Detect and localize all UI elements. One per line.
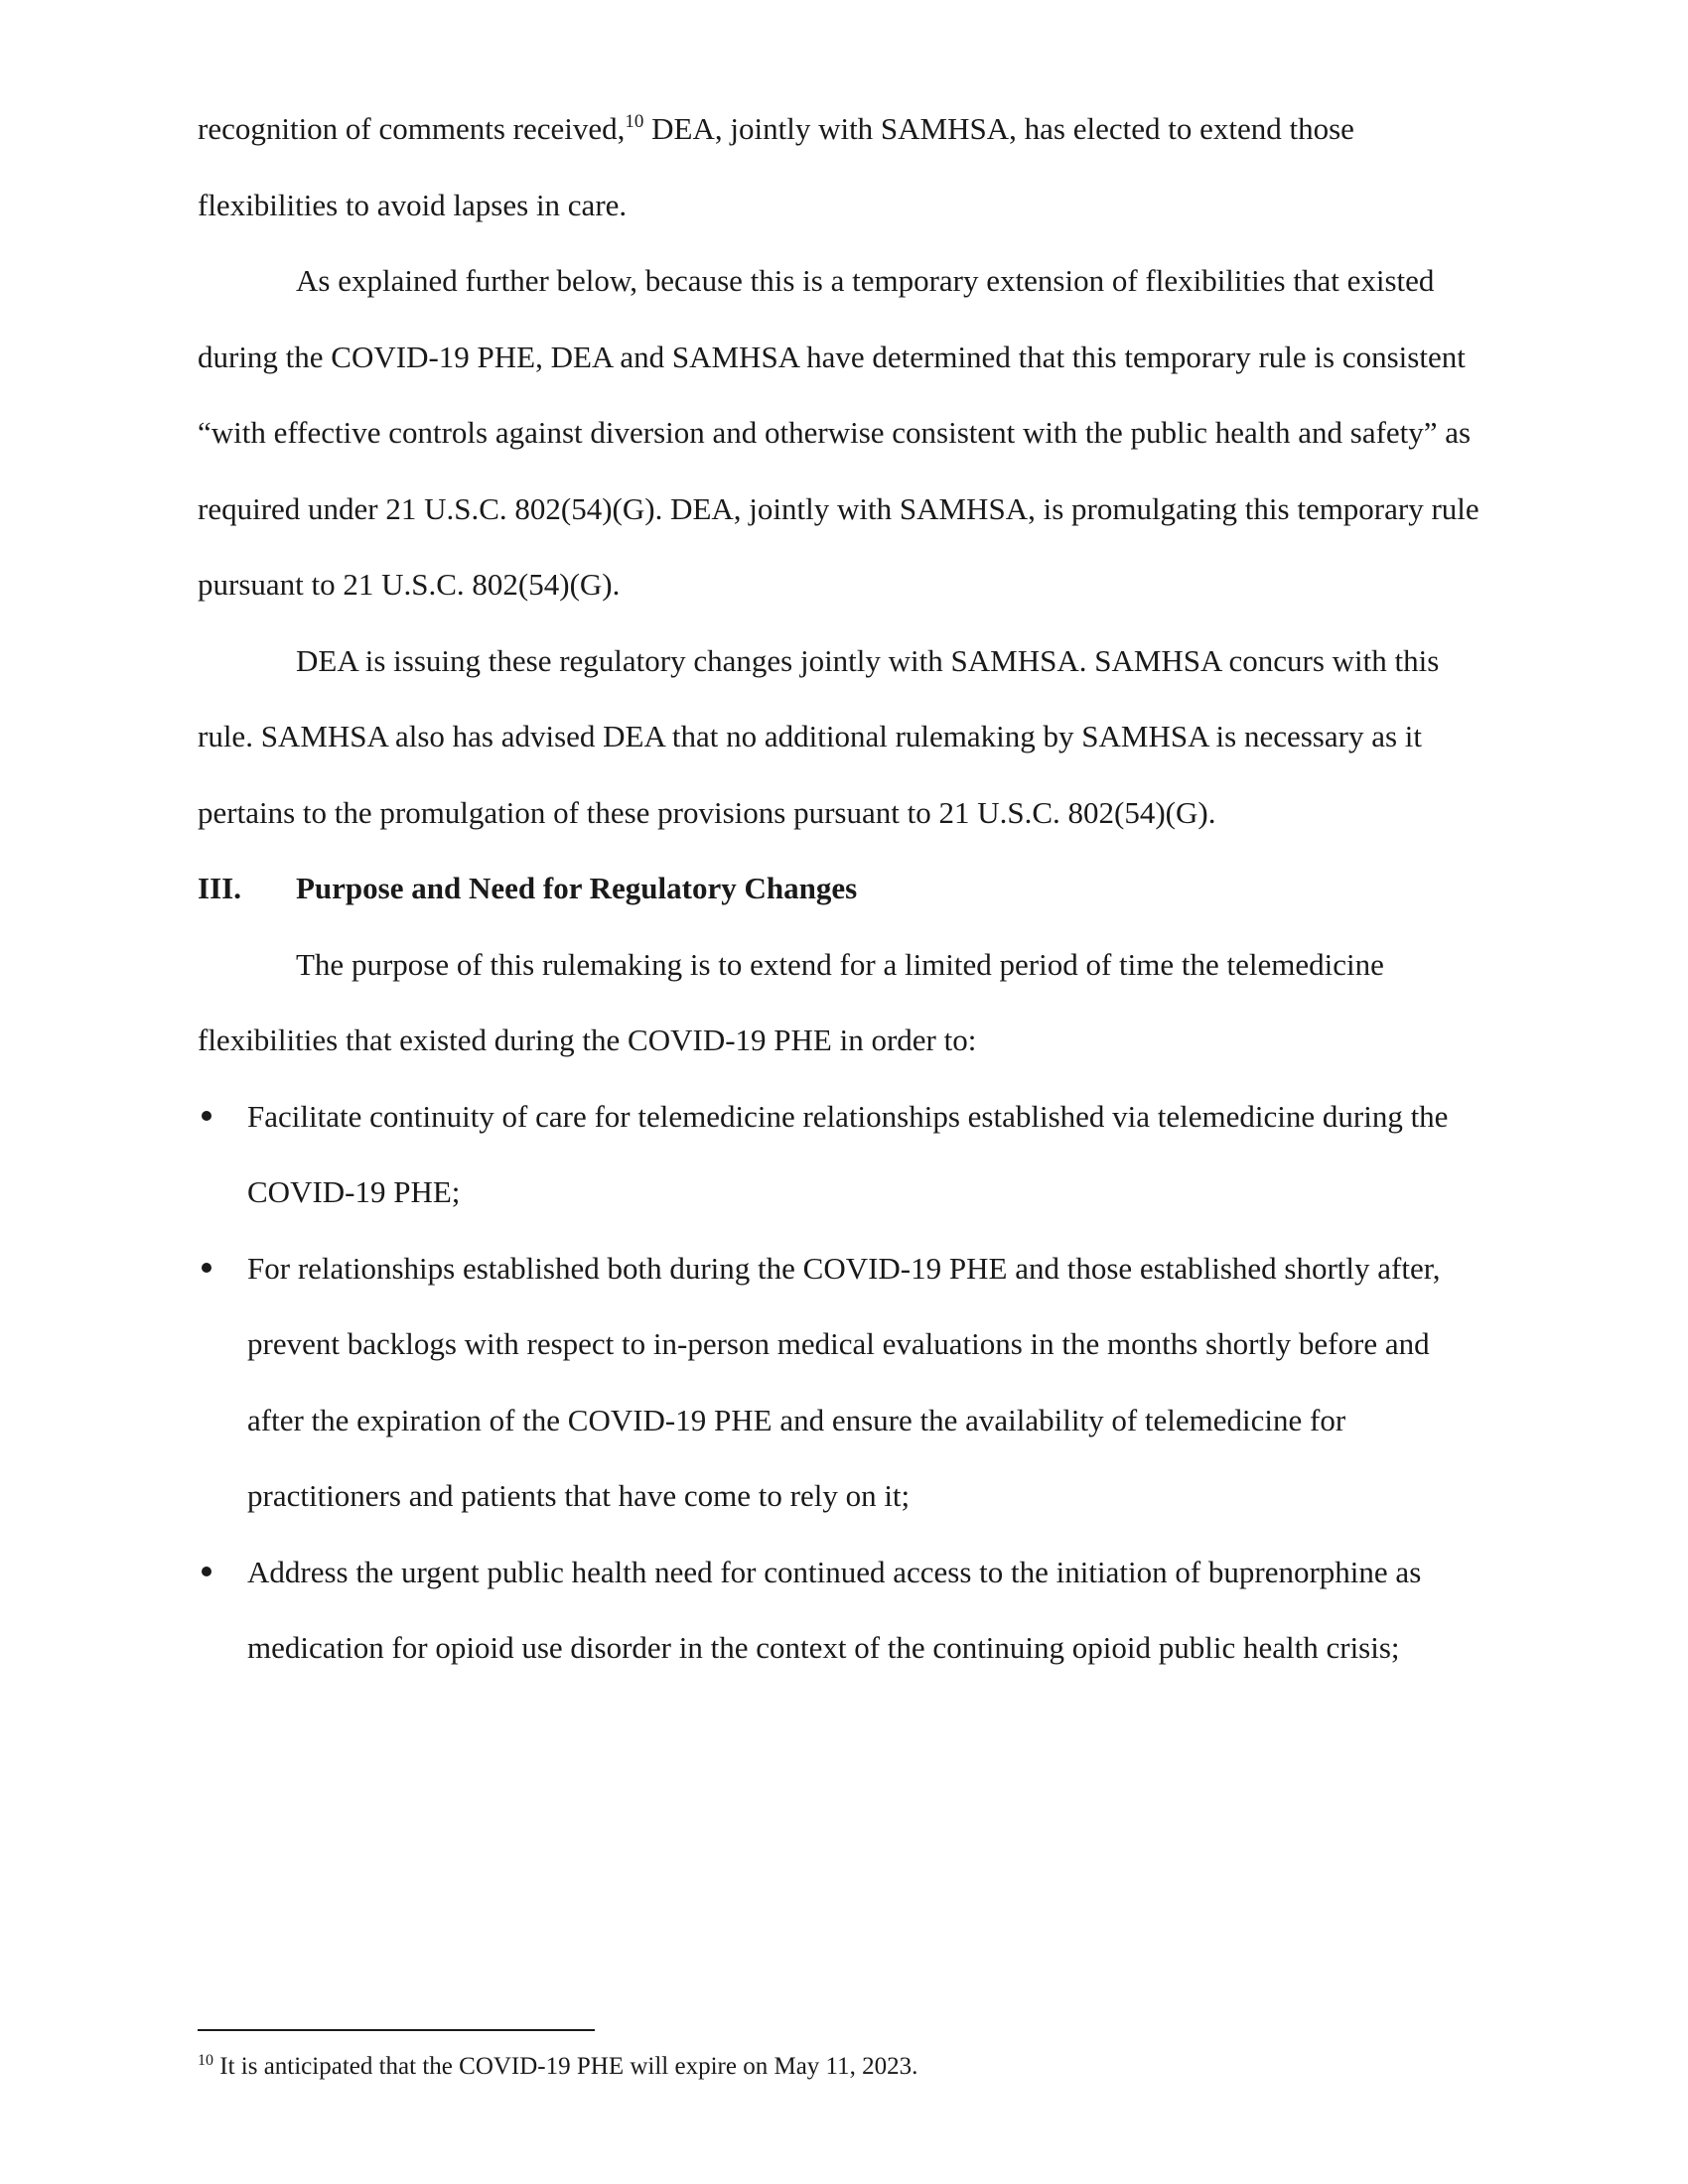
footnote-marker: 10 [198, 2052, 213, 2069]
purpose-list [198, 1079, 1488, 1687]
footnote-divider [198, 2029, 595, 2031]
footnote-reference[interactable]: 10 [625, 111, 644, 132]
list-item-text: For relationships established both during the COVID-19 PHE and those established shortly after, prevent backlogs with respect to in-person medical evaluations in the months shortly before and after the expiration of the COVID-19 PHE and ensure the availability of telemedicine for practitioners and patients that have come to rely on it; [247, 1250, 1441, 1513]
paragraph-explanation: As explained further below, because this is a temporary extension of flexibilities that existed during the COVID-19 PHE, DEA and SAMHSA have determined that this temporary rule is consistent “with effective controls against diversion and otherwise consistent with the public health and safety” as required under 21 U.S.C. 802(54)(G). DEA, jointly with SAMHSA, is promulgating this temporary rule pursuant to 21 U.S.C. 802(54)(G). [198, 263, 1479, 602]
section-number: III. [198, 871, 241, 905]
footnote-text: It is anticipated that the COVID-19 PHE will expire on May 11, 2023. [213, 2053, 918, 2080]
list-item-text: Address the urgent public health need for continued access to the initiation of buprenorphine as medication for opioid use disorder in the context of the continuing opioid public health crisis; [247, 1554, 1422, 1665]
section-heading [198, 851, 1488, 927]
section-intro: The purpose of this rulemaking is to extend for a limited period of time the telemedicine flexibilities that existed during the COVID-19 PHE in order to: [198, 946, 1384, 1057]
paragraph-text: recognition of comments received, [198, 111, 626, 146]
list-item [198, 1231, 1488, 1535]
list-item [198, 1079, 1488, 1231]
paragraph-text: DEA, jointly with SAMHSA, has elected to extend those flexibilities to avoid lapses in care. [198, 111, 1354, 222]
paragraph-concurrence: DEA is issuing these regulatory changes jointly with SAMHSA. SAMHSA concurs with this rule. SAMHSA also has advised DEA that no additional rulemaking by SAMHSA is necessary as it pertains to the promulgation of these provisions pursuant to 21 U.S.C. 802(54)(G). [198, 642, 1440, 830]
paragraph-continuation [198, 91, 1488, 243]
body-text [198, 91, 1488, 1687]
footnote [198, 2051, 1488, 2083]
list-item [198, 1535, 1488, 1687]
section-title: Purpose and Need for Regulatory Changes [296, 871, 858, 905]
list-item-text: Facilitate continuity of care for telemedicine relationships established via telemedicine during the COVID-19 PHE; [247, 1098, 1449, 1209]
